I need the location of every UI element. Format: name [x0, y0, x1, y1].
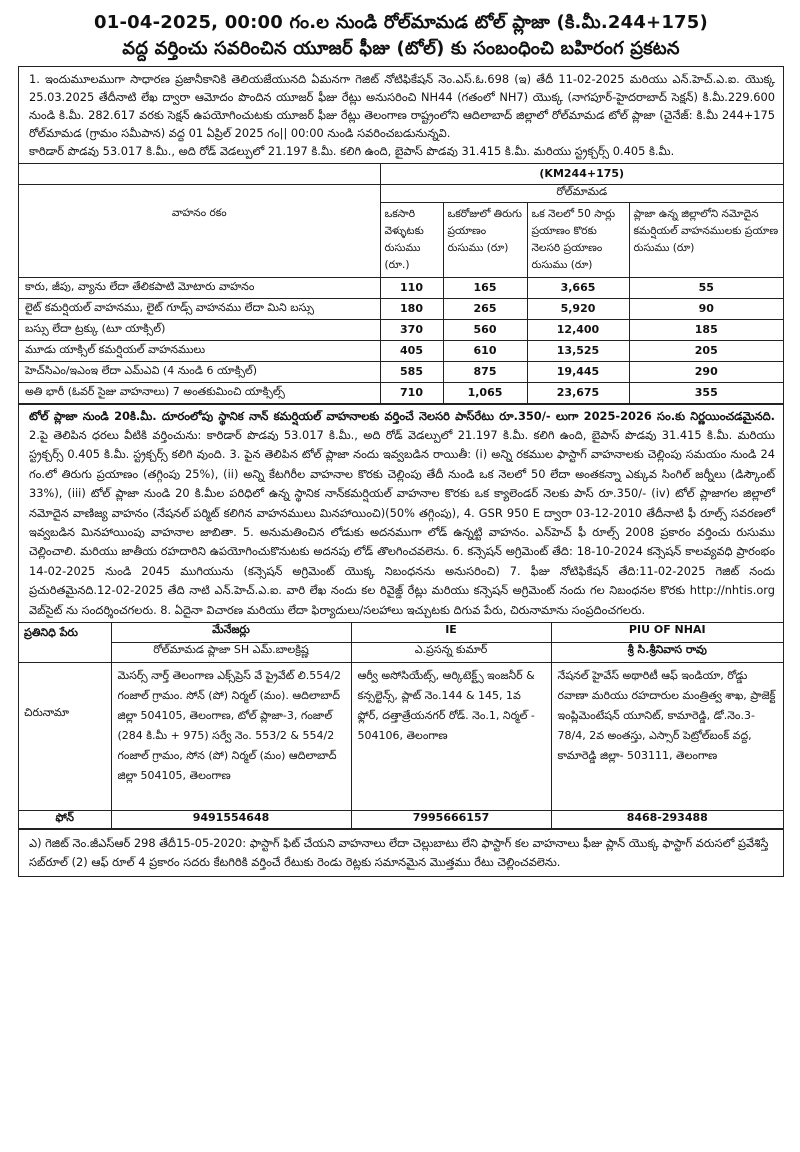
fee-district-commercial: 185 — [629, 319, 783, 340]
fee-district-commercial: 55 — [629, 277, 783, 298]
fee-district-commercial: 205 — [629, 340, 783, 361]
contact-header-manager: మేనేజర్లు — [111, 623, 351, 643]
contact-phone-piu: 8468-293488 — [551, 811, 783, 829]
fee-single-journey: 370 — [380, 319, 443, 340]
contact-name-ie: ఎ.ప్రసన్న కుమార్ — [351, 643, 551, 663]
fee-single-journey: 710 — [380, 382, 443, 403]
contacts-name-row — [19, 643, 783, 663]
fee-row — [19, 361, 783, 382]
col-header-return: ఒకరోజులో తిరుగు ప్రయాణం రుసుము (రూ) — [443, 202, 527, 277]
fee-vehicle-type: అతి భారీ (ఓవర్ సైజు వాహనాలు) 7 అంతకుమించి యాక్సిల్స్ — [19, 382, 380, 403]
contacts-header-row — [19, 623, 783, 643]
contacts-table — [19, 623, 783, 830]
fee-single-journey: 405 — [380, 340, 443, 361]
fee-return-journey: 265 — [443, 298, 527, 319]
fee-row — [19, 298, 783, 319]
fee-return-journey: 560 — [443, 319, 527, 340]
intro-section — [19, 67, 783, 164]
intro-paragraph-2: కారిడార్ పొడవు 53.017 కి.మీ., అది రోడ్ వెడల్పులో 21.197 కి.మీ. కలిగి ఉంది, బైపాస్ పొడవు 31.415 కి.మీ. మరియు స్ట్రక్చర్స్ 0.405 కి.మీ. — [29, 144, 675, 158]
fee-district-commercial: 290 — [629, 361, 783, 382]
fee-row — [19, 382, 783, 403]
fee-table-plaza-row — [19, 184, 783, 202]
col-header-district: ప్లాజా ఉన్న జిల్లాలోని నమోదైన కమర్షియల్ వాహనములకు ప్రయాణ రుసుము (రూ) — [629, 202, 783, 277]
fee-return-journey: 1,065 — [443, 382, 527, 403]
contact-address-manager: మెసర్స్ నార్త్ తెలంగాణ ఎక్స్‌ప్రెస్ వే ప్రైవేట్ లి.554/2 గంజాల్ గ్రామం. సోన్ (పో) నిర్మల్ (మం). ఆదిలాబాద్ జిల్లా 504105, తెలంగాణ, టోల్ ప్లాజా-3, గంజాల్ (284 కి.మీ + 975) సర్వే నెం. 553/2 & 554/2 గంజాల్ గ్రామం, సోన (పో) నిర్మల్ (మం) ఆదిలాబాద్ జిల్లా 504105, తెలంగాణ — [111, 663, 351, 811]
contact-phone-ie: 7995666157 — [351, 811, 551, 829]
fee-monthly-pass: 19,445 — [527, 361, 629, 382]
fee-table-km-header: (KM244+175) — [380, 164, 783, 184]
contacts-phone-row — [19, 811, 783, 829]
fee-single-journey: 180 — [380, 298, 443, 319]
fee-return-journey: 610 — [443, 340, 527, 361]
contact-name-manager: రోల్‌మామడ ప్లాజా SH ఎమ్.బాలక్రిష్ణ — [111, 643, 351, 663]
fee-monthly-pass: 5,920 — [527, 298, 629, 319]
notice-frame — [18, 66, 784, 877]
fee-monthly-pass: 12,400 — [527, 319, 629, 340]
fee-vehicle-type: లైట్ కమర్షియల్ వాహనము, లైట్ గూడ్స్ వాహనము లేదా మిని బస్సు — [19, 298, 380, 319]
intro-paragraph-1: 1. ఇందుమూలముగా సాధారణ ప్రజానీకానికి తెలియజేయునది ఏమనగా గెజిట్ నోటిఫికేషన్ నెం.ఎస్.ఓ.698 (ఇ) తేదీ 11-02-2025 మరియు ఎన్.హెచ్.ఎ.ఐ. యొక్క 25.03.2025 తేదీనాటి లేఖ ద్వారా ఆమోదం పొందిన యూజర్ ఫీజు రేట్లు అనుసరించి NH44 (గతంలో NH7) యొక్క (నాగపూర్-హైదరాబాద్ సెక్షన్) కి.మీ.229.600 నుండి కి.మీ. 282.617 వరకు సెక్షన్ ఉపయోగించుటకు యూజర్ ఫీజు రేట్లు తెలంగాణ రాష్ట్రంలోని ఆదిలాబాద్ జిల్లాలో రోల్‌మామడ టోల్ ప్లాజా (చైనేజ్: కి.మీ 244+175 రోల్‌మామడ (గ్రామం సమీపాన) వద్ద 01 ఏప్రిల్ 2025 గం|| 00:00 నుండి సవరించబడునున్నవి. — [29, 72, 775, 140]
fee-single-journey: 585 — [380, 361, 443, 382]
contact-phone-manager: 9491554648 — [111, 811, 351, 829]
fee-vehicle-type: హెచ్‌సిఎం/ఇఎంఇ లేదా ఎమ్ఎవి (4 నుండి 6 యాక్సిల్) — [19, 361, 380, 382]
fee-monthly-pass: 13,525 — [527, 340, 629, 361]
fee-vehicle-type: మూడు యాక్సిల్ కమర్షియల్ వాహనములు — [19, 340, 380, 361]
fee-table-column-headers — [19, 202, 783, 277]
fee-monthly-pass: 3,665 — [527, 277, 629, 298]
fee-monthly-pass: 23,675 — [527, 382, 629, 403]
notice-title-line1: 01-04-2025, 00:00 గం.ల నుండి రోల్‌మామడ టోల్ ప్లాజా (కి.మీ.244+175) — [94, 12, 708, 33]
fee-vehicle-type: బస్సు లేదా ట్రక్కు (టూ యాక్సిల్) — [19, 319, 380, 340]
fee-district-commercial: 90 — [629, 298, 783, 319]
notes-section — [19, 404, 783, 623]
col-header-monthly: ఒక నెలలో 50 సార్లు ప్రయాణం కొరకు నెలసరి ప్రయాణం రుసుము (రూ) — [527, 202, 629, 277]
contact-address-ie: ఆర్వీ అసోసియేట్స్, ఆర్కిటెక్ట్స్ ఇంజనీర్ & కన్సల్టెన్స్, ప్లాట్ నెం.144 & 145, 1వ ఫ్లోర్, దత్తాత్రేయనగర్ రోడ్. నెం.1, నిర్మల్ - 504106, తెలంగాణ — [351, 663, 551, 811]
fee-table-body — [19, 277, 783, 403]
label-phone: ఫోన్ — [19, 811, 111, 829]
fee-table-plaza-name: రోల్‌మామడ — [380, 184, 783, 202]
notes-body: 2.పై తెలిపిన ధరలు వీటికి వర్తించును: కారిడార్ పొడవు 53.017 కి.మీ., అది రోడ్ వెడల్పులో 21.197 కి.మీ. కలిగి ఉంది, బైపాస్ పొడవు 31.415 కి.మీ. మరియు స్ట్రక్చర్స్ 0.405 కి.మీ. స్ట్రక్చర్స్ కలిగి వుంది. 3. పైన తెలిపిన టోల్ ప్లాజా నందు ఇవ్వబడిన రాయితీ: (i) అన్ని రకముల ఫాస్టాగ్ వాహనాలకు చెల్లింపు సమయం నుండి 24 గం.లో తిరుగు ప్రయాణం (తగ్గింపు 25%), (ii) అన్ని కేటగిరీల వాహనాల కొరకు చెల్లింపు తేదీ నుండి ఒక నెలలో 50 లేదా అంతకన్నా ఎక్కువ సింగిల్ జర్నీలు (డిస్కౌంట్ 33%), (iii) టోల్ ప్లాజా నుండి 20 కి.మీల పరిధిలో ఉన్న స్థానిక నాన్‌కమర్షియల్ వాహనాల కొరకు ఒక క్యాలెండర్ నెలకు పాస్ రూ.350/- (iv) టోల్ ప్లాజాగల జిల్లాలో నమోదైన వాణిజ్య వాహనం (నేషనల్ పర్మిట్ కలిగిన వాహనములు మినహాయించి)(50% తగ్గింపు), 4. GSR 950 E ద్వారా 03-12-2010 తేదీనాటి ఫీ రూల్స్ సవరణలో ఇవ్వబడిన మినహాయింపు వాహనాల జాబితా. 5. అనుమతించిన లోడుకు అదనముగా లోడ్ ఉన్నట్టి వాహనం. ఎన్‌హెచ్ ఫీ రూల్స్ 2008 ప్రకారం వర్తించు రుసుము చెల్లించాలి. మరియు జాతీయ రహదారిని ఉపయోగించుకొనుటకు అదనపు లోడ్ తొలగించవలెను. 6. కన్సెషన్ అగ్రిమెంట్ తేది: 18-10-2024 కన్సెషన్ కాలవ్యవధి ప్రారంభం 14-02-2025 నుండి 2045 ముగియును (కన్సెషన్ అగ్రిమెంట్ యొక్క నిబంధనను అనుసరించి) 7. ఫీజు నోటిఫికేషన్ తేది:11-02-2025 గెజిట్ నందు ప్రచురితమైనది.12-02-2025 తేది నాటి ఎన్.హెచ్.ఎ.ఐ. వారి లేఖ నందు కల రివైజ్డ్ రేట్లు మరియు కన్సెషన్ అగ్రిమెంట్ నందు గల నిబంధనల కొరకు http://nhtis.org వెబ్‌సైట్ ను సందర్శించగలరు. 8. ఏదైనా విచారణ మరియు లేదా ఫిర్యాదులు/సలహాలు ఇచ్చుటకు దిగువ పేరు, చిరునామాను సంప్రదించగలరు. — [29, 427, 775, 617]
fee-row — [19, 319, 783, 340]
fee-row — [19, 277, 783, 298]
col-header-vehicle: వాహనం రకం — [19, 202, 380, 277]
notes-monthly-pass: టోల్ ప్లాజా నుండి 20కి.మీ. దూరంలోపు స్థానిక నాన్ కమర్షియల్ వాహనాలకు వర్తించే నెలసరి పాస్‌రేటు రూ.350/- లుగా 2025-2026 సం.కు నిర్ణయించడమైనది. — [29, 408, 775, 423]
footer-note: ఎ) గెజిట్ నెం.జీఎస్ఆర్ 298 తేదీ15-05-2020: ఫాస్టాగ్ ఫిట్ చేయని వాహనాలు లేదా చెల్లుబాటు లేని ఫాస్టాగ్ కల వాహనాలు ఫీజు ప్లాన్ యొక్క ఫాస్టాగ్ వరుసలో ప్రవేశిస్తే సబ్‌రూల్ (2) ఆఫ్ రూల్ 4 ప్రకారం సదరు కేటగిరికి వర్తించే రేటుకు రెండు రెట్లకు సమానమైన మొత్తము రేటు చెల్లించవలెను. — [19, 829, 783, 876]
contact-header-piu: PIU OF NHAI — [551, 623, 783, 643]
fee-return-journey: 875 — [443, 361, 527, 382]
contact-name-piu: శ్రీ సి.శ్రీనివాస రావు — [551, 643, 783, 663]
fee-row — [19, 340, 783, 361]
contact-address-piu: నేషనల్ హైవేస్ అథారిటీ ఆఫ్ ఇండియా, రోడ్డు రవాణా మరియు రహదారుల మంత్రిత్వ శాఖ, ప్రాజెక్ట్ ఇంప్లిమెంటేషన్ యూనిట్, కామారెడ్డి, డో.నెం.3-78/4, 2వ అంతస్తు, ఎస్సార్ పెట్రోల్‌బంక్ వద్ద, కామారెడ్డి జిల్లా- 503111, తెలంగాణ — [551, 663, 783, 811]
col-header-single: ఒకసారి వెళ్ళుటకు రుసుము (రూ.) — [380, 202, 443, 277]
notice-title-line2: వద్ద వర్తించు సవరించిన యూజర్ ఫీజు (టోల్) కు సంబంధించి బహిరంగ ప్రకటన — [122, 38, 680, 59]
contacts-address-row — [19, 663, 783, 811]
fee-return-journey: 165 — [443, 277, 527, 298]
fee-vehicle-type: కారు, జీపు, వ్యాను లేదా తేలికపాటి మోటారు వాహనం — [19, 277, 380, 298]
fee-table — [19, 164, 783, 404]
fee-table-km-row — [19, 164, 783, 184]
contact-header-ie: IE — [351, 623, 551, 643]
fee-single-journey: 110 — [380, 277, 443, 298]
label-address: చిరునామా — [19, 663, 111, 811]
label-representative: ప్రతినిధి పేరు — [19, 623, 111, 663]
fee-district-commercial: 355 — [629, 382, 783, 403]
